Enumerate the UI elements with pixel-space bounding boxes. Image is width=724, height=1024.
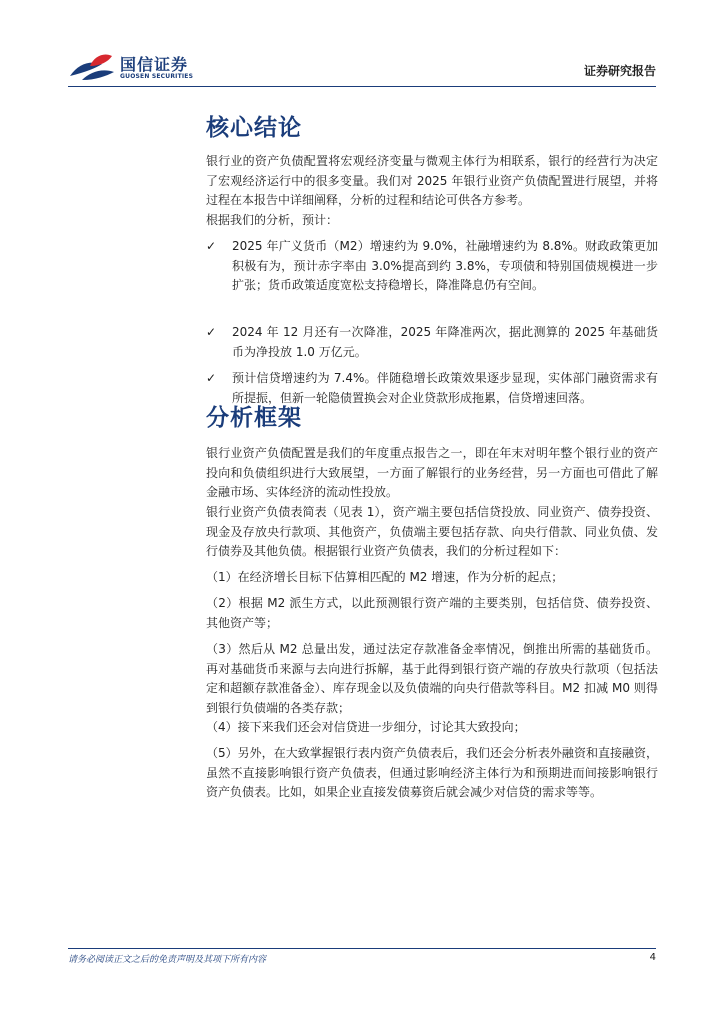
framework-paragraph-text: 银行业资产负债表简表（见表 1），资产端主要包括信贷投放、同业资产、债券投资、现金及存放央行款项、其他资产，负债端主要包括存款、向央行借款、同业负债、发行债券及其他负债。根据银行业资产负债表，我们的分析过程如下： xyxy=(206,505,658,558)
conclusion-lead-text: 根据我们的分析，预计： xyxy=(206,213,339,227)
framework-step-text: （5）另外，在大致掌握银行表内资产负债表后，我们还会分析表外融资和直接融资，虽然不直接影响银行资产负债表，但通过影响经济主体行为和预期进而间接影响银行资产负债表。比如，如果企业直接发债募资后就会减少对信贷的需求等等。 xyxy=(206,746,658,799)
framework-paragraph xyxy=(206,444,658,503)
page-number: 4 xyxy=(649,952,656,963)
conclusion-bullet xyxy=(206,323,658,362)
framework-step-text: （1）在经济增长目标下估算相匹配的 M2 增速，作为分析的起点； xyxy=(206,570,564,584)
framework-step-text: （3）然后从 M2 总量出发，通过法定存款准备金率情况，倒推出所需的基础货币。再对基础货币来源与去向进行拆解，基于此得到银行资产端的存放央行款项（包括法定和超额存款准备金）、库存现金以及负债端的向央行借款等科目。M2 扣减 M0 则得到银行负债端的各类存款； xyxy=(206,642,658,715)
disclaimer-note: 请务必阅读正文之后的免责声明及其项下所有内容 xyxy=(68,955,267,965)
logo-chinese-name: 国信证券 xyxy=(120,55,189,74)
logo-english-name: GUOSEN SECURITIES xyxy=(120,73,194,80)
conclusion-bullet-text: 2025 年广义货币（M2）增速约为 9.0%，社融增速约为 8.8%。财政政策更加积极有为，预计赤字率由 3.0%提高到约 3.8%，专项债和特别国债规模进一步扩张；货币政策适度宽松支持稳增长，降准降息仍有空间。 xyxy=(232,239,658,292)
report-type-label: 证券研究报告 xyxy=(583,64,656,78)
framework-step xyxy=(206,718,658,738)
framework-paragraph xyxy=(206,503,658,562)
conclusion-bullet-text: 2024 年 12 月还有一次降准，2025 年降准两次，据此测算的 2025 年基础货币为净投放 1.0 万亿元。 xyxy=(232,325,658,359)
check-icon: ✓ xyxy=(206,239,217,253)
conclusion-bullet-text: 预计信贷增速约为 7.4%。伴随稳增长政策效果逐步显现，实体部门融资需求有所提振，但新一轮隐债置换会对企业贷款形成拖累，信贷增速回落。 xyxy=(232,371,658,405)
framework-step-text: （4）接下来我们还会对信贷进一步细分，讨论其大致投向； xyxy=(206,720,526,734)
header-divider xyxy=(68,86,656,87)
guosen-logo xyxy=(68,50,208,84)
guosen-logo-mark-icon xyxy=(68,50,118,84)
conclusion-lead xyxy=(206,211,658,231)
conclusion-bullet xyxy=(206,237,658,296)
framework-step xyxy=(206,640,658,718)
framework-step-text: （2）根据 M2 派生方式，以此预测银行资产端的主要类别，包括信贷、债券投资、其他资产等； xyxy=(206,596,658,630)
conclusion-intro xyxy=(206,152,658,211)
page-header xyxy=(68,46,656,86)
framework-step xyxy=(206,594,658,633)
check-icon: ✓ xyxy=(206,325,217,339)
framework-paragraph-text: 银行业资产负债配置是我们的年度重点报告之一，即在年末对明年整个银行业的资产投向和负债组织进行大致展望，一方面了解银行的业务经营，另一方面也可借此了解金融市场、实体经济的流动性投放。 xyxy=(206,446,658,499)
check-icon: ✓ xyxy=(206,371,217,385)
section-title-framework: 分析框架 xyxy=(206,405,302,431)
framework-step xyxy=(206,744,658,803)
framework-step xyxy=(206,568,658,588)
footer-divider xyxy=(68,948,656,949)
conclusion-intro-text: 银行业的资产负债配置将宏观经济变量与微观主体行为相联系，银行的经营行为决定了宏观经济运行中的很多变量。我们对 2025 年银行业资产负债配置进行展望，并将过程在本报告中详细阐释，分析的过程和结论可供各方参考。 xyxy=(206,154,658,207)
section-title-conclusion: 核心结论 xyxy=(206,115,302,141)
